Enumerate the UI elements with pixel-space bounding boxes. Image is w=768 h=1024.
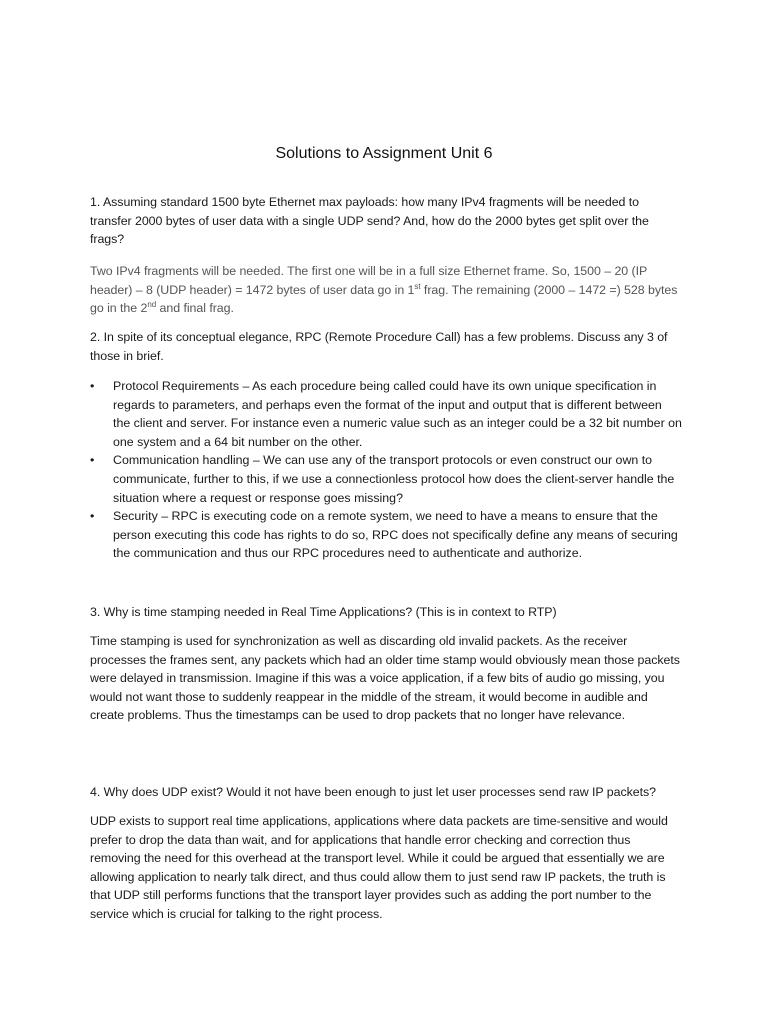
bullet-icon: • [90, 453, 95, 468]
list-item [90, 507, 682, 563]
question-1: 1. Assuming standard 1500 byte Ethernet max payloads: how many IPv4 fragments will be needed to transfer 2000 bytes of user data with a single UDP send? And, how do the 2000 bytes get split over the frags? [90, 195, 649, 247]
list-item-text: Protocol Requirements – As each procedure being called could have its own unique specification in regards to parameters, and perhaps even the format of the input and output that is different between the client and server. For instance even a numeric value such as an integer could be a 32 bit number on one system and a 64 bit number on the other. [113, 379, 682, 449]
list-item-text: Communication handling – We can use any of the transport protocols or even construct our own to communicate, further to this, if we use a connectionless protocol how does the client-server handle the situation where a request or response goes missing? [113, 453, 675, 505]
answer-1-superscript-nd: nd [147, 300, 157, 310]
answer-1-part-a: Two IPv4 fragments will be needed. The first one will be in a full size Ethernet frame. So, 1500 – 20 (IP header) – 8 (UDP header) = 1472 bytes of user data go in 1 [90, 264, 647, 297]
answer-3: Time stamping is used for synchronization as well as discarding old invalid packets. As the receiver processes the frames sent, any packets which had an older time stamp would obviously mean those packets were delayed in transmission. Imagine if this was a voice application, if a few bits of audio go missing, you would not want those to suddenly reappear in the middle of the stream, it would become in audible and create problems. Thus the timestamps can be used to drop packets that no longer have relevance. [90, 634, 680, 723]
question-4: 4. Why does UDP exist? Would it not have been enough to just let user processes send raw IP packets? [90, 785, 656, 799]
bullet-icon: • [90, 379, 95, 393]
list-item-text: Security – RPC is executing code on a remote system, we need to have a means to ensure that the person executing this code has rights to do so, RPC does not specifically define any means of securing the communication and thus our RPC procedures need to authenticate and authorize. [113, 509, 678, 561]
bullet-icon: • [90, 509, 95, 524]
answer-1-part-c: and final frag. [156, 301, 234, 316]
answer-1-superscript-st: st [414, 281, 421, 291]
list-item [90, 451, 682, 507]
question-2: 2. In spite of its conceptual elegance, RPC (Remote Procedure Call) has a few problems. Discuss any 3 of those in brief. [90, 330, 668, 363]
answer-1 [90, 262, 682, 318]
answer-4: UDP exists to support real time applications, applications where data packets are time-sensitive and would prefer to drop the data than wait, and for applications that handle error checking and correction thus removing the need for this overhead at the transport level. While it could be argued that essentially we are allowing application to nearly talk direct, and thus could allow them to just send raw IP packets, the truth is that UDP still performs functions that the transport layer provides such as adding the port number to the service which is crucial for talking to the right process. [90, 814, 668, 921]
question-3: 3. Why is time stamping needed in Real Time Applications? (This is in context to RTP) [90, 605, 557, 619]
rpc-problems-list [90, 377, 682, 563]
answer-1-part-b: frag. The remaining (2000 – 1472 =) 528 bytes go in the 2 [90, 282, 678, 316]
list-item [90, 377, 682, 451]
document-title: Solutions to Assignment Unit 6 [275, 145, 493, 162]
